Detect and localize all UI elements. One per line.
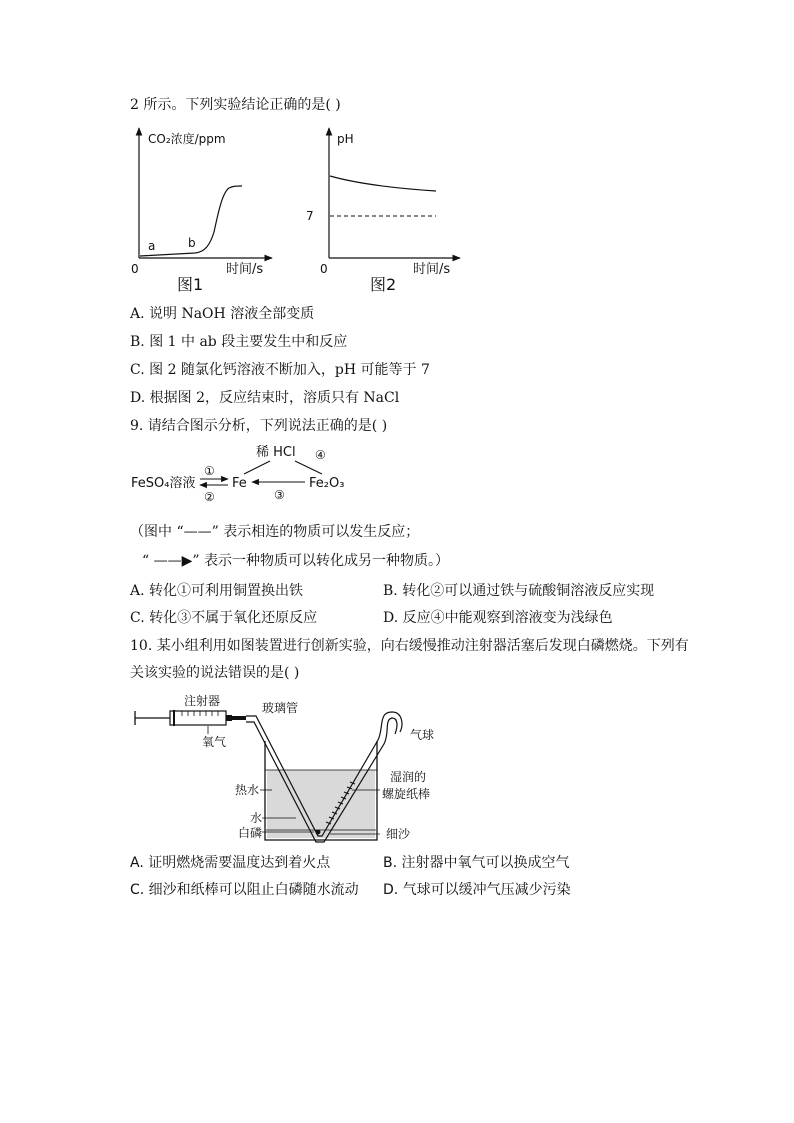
label-wet-rod-1: 湿润的 xyxy=(390,770,427,784)
q9-stem: 9. 请结合图示分析，下列说法正确的是( ) xyxy=(130,418,388,434)
q9-mark-3: ③ xyxy=(274,488,285,502)
fig2-tick7: 7 xyxy=(306,209,314,223)
label-white-phosphorus: 白磷 xyxy=(238,826,263,840)
fig2-xlabel: 时间/s xyxy=(413,262,451,277)
label-wet-rod-2: 螺旋纸棒 xyxy=(382,787,431,801)
label-sand: 细沙 xyxy=(386,827,411,841)
white-phosphorus xyxy=(316,830,321,835)
q9-mark-2: ② xyxy=(204,490,215,504)
label-syringe: 注射器 xyxy=(184,694,221,708)
fig1-ylabel: CO₂浓度/ppm xyxy=(148,132,226,146)
fig1-point-a: a xyxy=(148,239,156,253)
label-balloon: 气球 xyxy=(410,728,435,742)
q8-option-b: B. 图 1 中 ab 段主要发生中和反应 xyxy=(130,334,348,350)
q10-option-a: A. 证明燃烧需要温度达到着火点 xyxy=(130,855,331,871)
q9-hcl: 稀 HCl xyxy=(256,445,296,460)
q9-option-a: A. 转化①可利用铜置换出铁 xyxy=(130,583,304,599)
label-water: 水 xyxy=(250,811,263,825)
q8-option-a: A. 说明 NaOH 溶液全部变质 xyxy=(130,306,315,322)
fig1-caption: 图1 xyxy=(177,275,204,294)
label-glass-tube: 玻璃管 xyxy=(262,701,299,715)
q9-option-c: C. 转化③不属于氧化还原反应 xyxy=(130,610,318,626)
q10-option-b: B. 注射器中氧气可以换成空气 xyxy=(383,855,570,871)
q9-note-1: （图中 “——” 表示相连的物质可以发生反应； xyxy=(130,524,420,540)
q9-fe2o3: Fe₂O₃ xyxy=(309,476,345,491)
q9-option-d: D. 反应④中能观察到溶液变为浅绿色 xyxy=(383,610,613,626)
hot-water xyxy=(267,770,375,838)
q9-mark-1: ① xyxy=(204,464,215,478)
q9-fe: Fe xyxy=(232,476,247,491)
q10-option-d: D. 气球可以缓冲气压减少污染 xyxy=(383,882,571,898)
label-oxygen: 氧气 xyxy=(202,735,227,749)
q8-option-c: C. 图 2 随氯化钙溶液不断加入，pH 可能等于 7 xyxy=(130,362,430,378)
fig2-ylabel: pH xyxy=(337,132,354,146)
q10-stem-2: 关该实验的说法错误的是( ) xyxy=(130,665,300,681)
q9-option-b: B. 转化②可以通过铁与硫酸铜溶液反应实现 xyxy=(383,583,655,599)
q10-stem-1: 10. 某小组利用如图装置进行创新实验，向右缓慢推动注射器活塞后发现白磷燃烧。下列有 xyxy=(130,638,689,654)
fig1-point-b: b xyxy=(188,236,196,250)
q9-mark-4: ④ xyxy=(315,448,326,462)
fig1-xlabel: 时间/s xyxy=(226,262,264,277)
q10-option-c: C. 细沙和纸棒可以阻止白磷随水流动 xyxy=(130,882,359,898)
fig2-caption: 图2 xyxy=(370,275,397,294)
q9-note-2: “ ——▶” 表示一种物质可以转化成另一种物质。） xyxy=(142,553,449,569)
syringe xyxy=(135,710,246,726)
q9-feso4: FeSO₄溶液 xyxy=(131,476,196,491)
fig1-origin: 0 xyxy=(131,262,139,276)
q8-option-d: D. 根据图 2，反应结束时，溶质只有 NaCl xyxy=(130,390,400,406)
q8-stem-tail: 2 所示。下列实验结论正确的是( ) xyxy=(130,97,341,113)
fig2-origin: 0 xyxy=(320,262,328,276)
label-hot-water: 热水 xyxy=(235,783,260,797)
